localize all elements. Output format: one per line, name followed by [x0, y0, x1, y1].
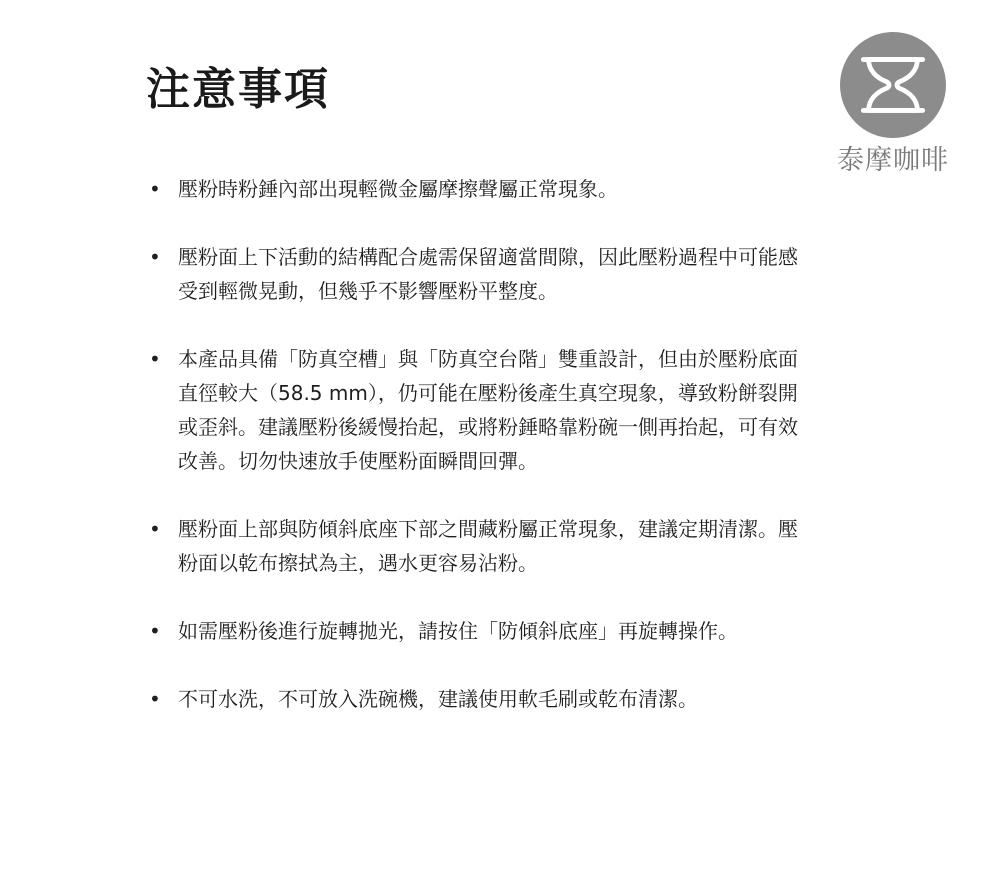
bullet-icon: •	[149, 245, 161, 269]
note-item	[146, 342, 806, 478]
bullet-icon: •	[149, 517, 161, 541]
note-item	[146, 512, 806, 580]
note-text: 壓粉面上部與防傾斜底座下部之間藏粉屬正常現象，建議定期清潔。壓粉面以乾布擦拭為主，遇水更容易沾粉。	[178, 517, 798, 575]
brand-name: 泰摩咖啡	[837, 145, 949, 176]
note-item	[146, 172, 806, 206]
page-title: 注意事項	[146, 64, 330, 115]
note-text: 如需壓粉後進行旋轉拋光，請按住「防傾斜底座」再旋轉操作。	[178, 619, 738, 643]
hourglass-dripper-icon	[840, 32, 946, 138]
note-item	[146, 682, 806, 716]
note-item	[146, 240, 806, 308]
bullet-icon: •	[149, 347, 161, 371]
bullet-icon: •	[149, 177, 161, 201]
note-text: 壓粉面上下活動的結構配合處需保留適當間隙，因此壓粉過程中可能感受到輕微晃動，但幾乎不影響壓粉平整度。	[178, 245, 798, 303]
notes-list	[146, 172, 806, 716]
note-text: 本產品具備「防真空槽」與「防真空台階」雙重設計，但由於壓粉底面直徑較大（58.5 mm），仍可能在壓粉後產生真空現象，導致粉餅裂開或歪斜。建議壓粉後緩慢抬起，或將粉錘略靠粉碗一側再抬起，可有效改善。切勿快速放手使壓粉面瞬間回彈。	[178, 347, 798, 473]
bullet-icon: •	[149, 619, 161, 643]
bullet-icon: •	[149, 687, 161, 711]
note-text: 不可水洗，不可放入洗碗機，建議使用軟毛刷或乾布清潔。	[178, 687, 698, 711]
note-item	[146, 614, 806, 648]
brand-block	[826, 32, 960, 178]
note-text: 壓粉時粉錘內部出現輕微金屬摩擦聲屬正常現象。	[178, 177, 618, 201]
